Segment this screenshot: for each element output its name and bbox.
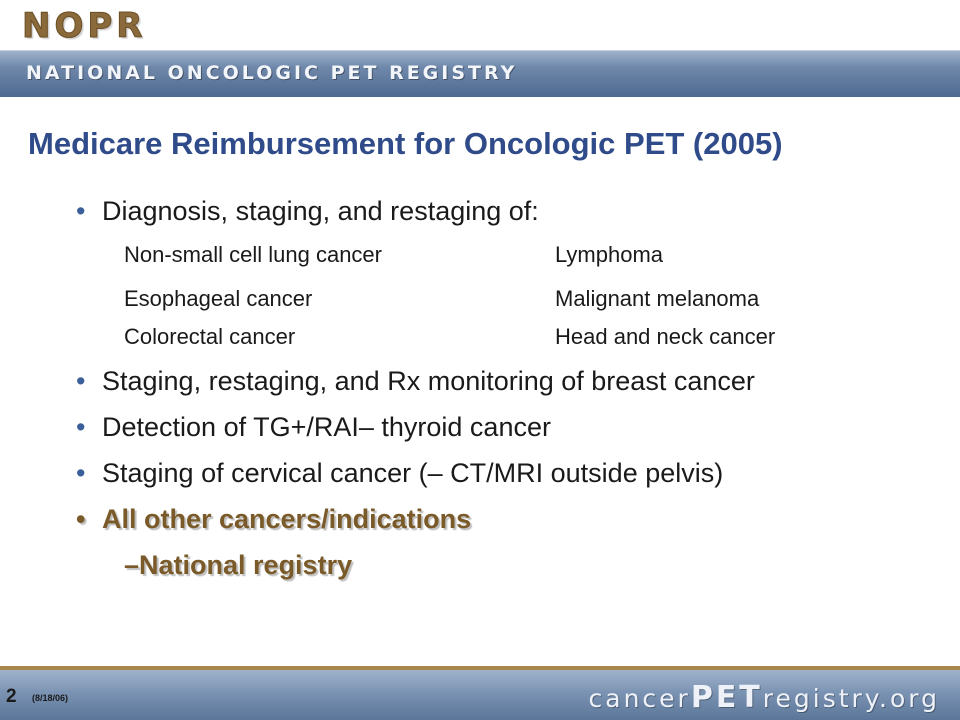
bullet-marker: • — [76, 504, 86, 534]
header-banner — [0, 50, 960, 97]
dash-marker: – — [124, 550, 140, 580]
cancer-type-item: Colorectal cancer — [124, 324, 296, 349]
cancer-type-item: Esophageal cancer — [124, 286, 313, 311]
registry-name: NATIONAL ONCOLOGIC PET REGISTRY — [26, 62, 518, 84]
bullet-text: Diagnosis, staging, and restaging of: — [102, 196, 539, 226]
cancer-type-item: Non-small cell lung cancer — [124, 242, 382, 267]
website-part: PET — [690, 680, 763, 715]
footer-website — [589, 680, 941, 715]
nopr-logo: NOPR — [22, 6, 147, 46]
page-number: 2 — [6, 686, 17, 707]
bullet-marker: • — [76, 412, 86, 442]
bullet-item-highlight — [76, 504, 471, 535]
sub-bullet-text: National registry — [139, 550, 353, 580]
website-part: cancer — [588, 684, 691, 713]
bullet-text: All other cancers/indications — [102, 504, 472, 534]
cancer-type-item: Malignant melanoma — [555, 286, 760, 311]
bullet-item — [76, 196, 539, 227]
bullet-item — [76, 412, 551, 443]
bullet-text: Detection of TG+/RAI– thyroid cancer — [102, 412, 551, 442]
bullet-text: Staging, restaging, and Rx monitoring of breast cancer — [102, 366, 755, 396]
bullet-item — [76, 366, 755, 397]
cancer-type-item: Lymphoma — [555, 242, 664, 267]
bullet-marker: • — [76, 366, 86, 396]
cancer-type-item: Head and neck cancer — [555, 324, 776, 349]
bullet-text: Staging of cervical cancer (– CT/MRI outside pelvis) — [102, 458, 724, 488]
website-part: registry.org — [762, 684, 940, 713]
bullet-marker: • — [76, 196, 86, 226]
footer-date: (8/18/06) — [32, 693, 69, 703]
slide-title: Medicare Reimbursement for Oncologic PET (2005) — [28, 126, 783, 161]
bullet-item — [76, 458, 723, 489]
sub-bullet-item — [124, 550, 352, 581]
header-logo-area — [0, 0, 960, 50]
bullet-marker: • — [76, 458, 86, 488]
